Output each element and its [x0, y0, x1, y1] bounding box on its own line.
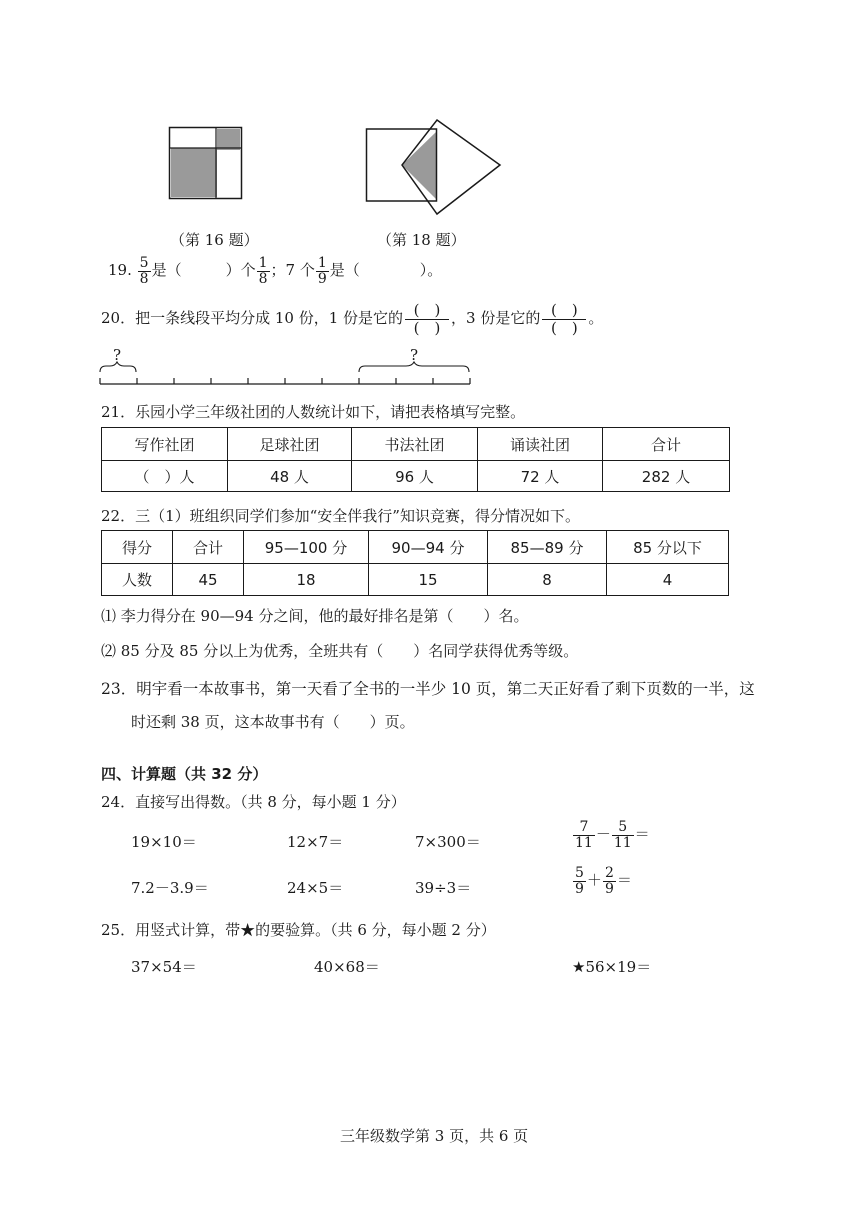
section-4-title: 四、计算题（共 32 分）: [101, 765, 268, 783]
fraction-1-8: $\frac{1}{8}$: [258, 255, 268, 287]
q21-cell: 48 人: [228, 461, 352, 492]
q22-sub-question-1: ⑴ 李力得分在 90—94 分之间，他的最好排名是第（ ）名。: [101, 607, 529, 625]
q21-answer-cell[interactable]: （ ）人: [102, 461, 228, 492]
calc-item: 24×5＝: [287, 879, 344, 897]
question-23-line-1: 23．明宇看一本故事书，第一天看了全书的一半少 10 页，第二天正好看了剩下页数的一半，这: [101, 680, 755, 698]
vertical-calc-item: 37×54＝: [131, 958, 197, 976]
calc-item: 39÷3＝: [415, 879, 472, 897]
q21-cell: 282 人: [603, 461, 730, 492]
q22-header: 95—100 分: [244, 531, 369, 564]
vertical-calc-item: 40×68＝: [314, 958, 380, 976]
brace-three-parts: [359, 362, 469, 372]
answer-fraction-1[interactable]: ( ) ( ): [405, 302, 449, 336]
q21-header: 足球社团: [228, 428, 352, 461]
q21-cell: 72 人: [478, 461, 603, 492]
vertical-calc-item: ★56×19＝: [572, 958, 652, 976]
question-20: 20．把一条线段平均分成 10 份，1 份是它的 ( ) ( ) ，3 份是它的 ( ) ( ) 。: [101, 301, 604, 337]
q22-header: 合计: [173, 531, 244, 564]
figure-16-caption: （第 16 题）: [170, 231, 259, 249]
question-24: 24．直接写出得数。（共 8 分，每小题 1 分）: [101, 793, 406, 811]
q21-table: [101, 427, 730, 492]
q22-table: [101, 530, 729, 596]
fig16-shaded-large: [171, 148, 217, 197]
q22-cell: 8: [488, 564, 607, 596]
question-22: 22．三（1）班组织同学们参加“安全伴我行”知识竞赛，得分情况如下。: [101, 507, 580, 525]
segment-question-mark-1: ?: [113, 346, 122, 364]
q22-cell: 18: [244, 564, 369, 596]
calc-item: 19×10＝: [131, 833, 197, 851]
calc-fraction-b: $\frac{5}{9}$ ＋ $\frac{2}{9}$ ＝: [575, 865, 632, 897]
q22-cell: 4: [607, 564, 729, 596]
calc-item: 7×300＝: [415, 833, 481, 851]
fraction-1-9: $\frac{1}{9}$: [317, 255, 327, 287]
calc-item: 12×7＝: [287, 833, 344, 851]
q22-cell: 15: [369, 564, 488, 596]
figure-18-caption: （第 18 题）: [377, 231, 466, 249]
segment-diagram: [98, 362, 478, 392]
figure-16-square: [169, 127, 243, 201]
question-21: 21．乐园小学三年级社团的人数统计如下，请把表格填写完整。: [101, 403, 526, 421]
q22-sub-question-2: ⑵ 85 分及 85 分以上为优秀，全班共有（ ）名同学获得优秀等级。: [101, 642, 579, 660]
question-23-line-2: 时还剩 38 页，这本故事书有（ ）页。: [131, 713, 415, 731]
q21-header: 书法社团: [352, 428, 478, 461]
q21-cell: 96 人: [352, 461, 478, 492]
q22-header: 得分: [102, 531, 173, 564]
q21-header: 诵读社团: [478, 428, 603, 461]
q19-number: 19.: [108, 261, 132, 280]
question-19: 19. $\frac{5}{8}$ 是（ ）个 $\frac{1}{8}$ ；7 个 $\frac{1}{9}$ 是（ ）。: [108, 255, 443, 287]
answer-fraction-2[interactable]: ( ) ( ): [542, 302, 586, 336]
q21-header: 写作社团: [102, 428, 228, 461]
segment-question-mark-2: ?: [410, 346, 419, 364]
fraction-5-8: $\frac{5}{8}$: [139, 255, 149, 287]
q22-header: 90—94 分: [369, 531, 488, 564]
q22-header: 85—89 分: [488, 531, 607, 564]
fig16-shaded-small: [217, 129, 240, 150]
q21-header: 合计: [603, 428, 730, 461]
page-footer: 三年级数学第 3 页，共 6 页: [340, 1127, 529, 1145]
brace-one-part: [100, 362, 136, 372]
question-25: 25．用竖式计算，带★的要验算。（共 6 分，每小题 2 分）: [101, 921, 496, 939]
q22-row-label: 人数: [102, 564, 173, 596]
q22-cell: 45: [173, 564, 244, 596]
calc-fraction-a: $\frac{7}{11}$ － $\frac{5}{11}$ ＝: [575, 819, 650, 851]
calc-item: 7.2－3.9＝: [131, 879, 209, 897]
figure-18-shapes: [366, 118, 506, 212]
q22-header: 85 分以下: [607, 531, 729, 564]
